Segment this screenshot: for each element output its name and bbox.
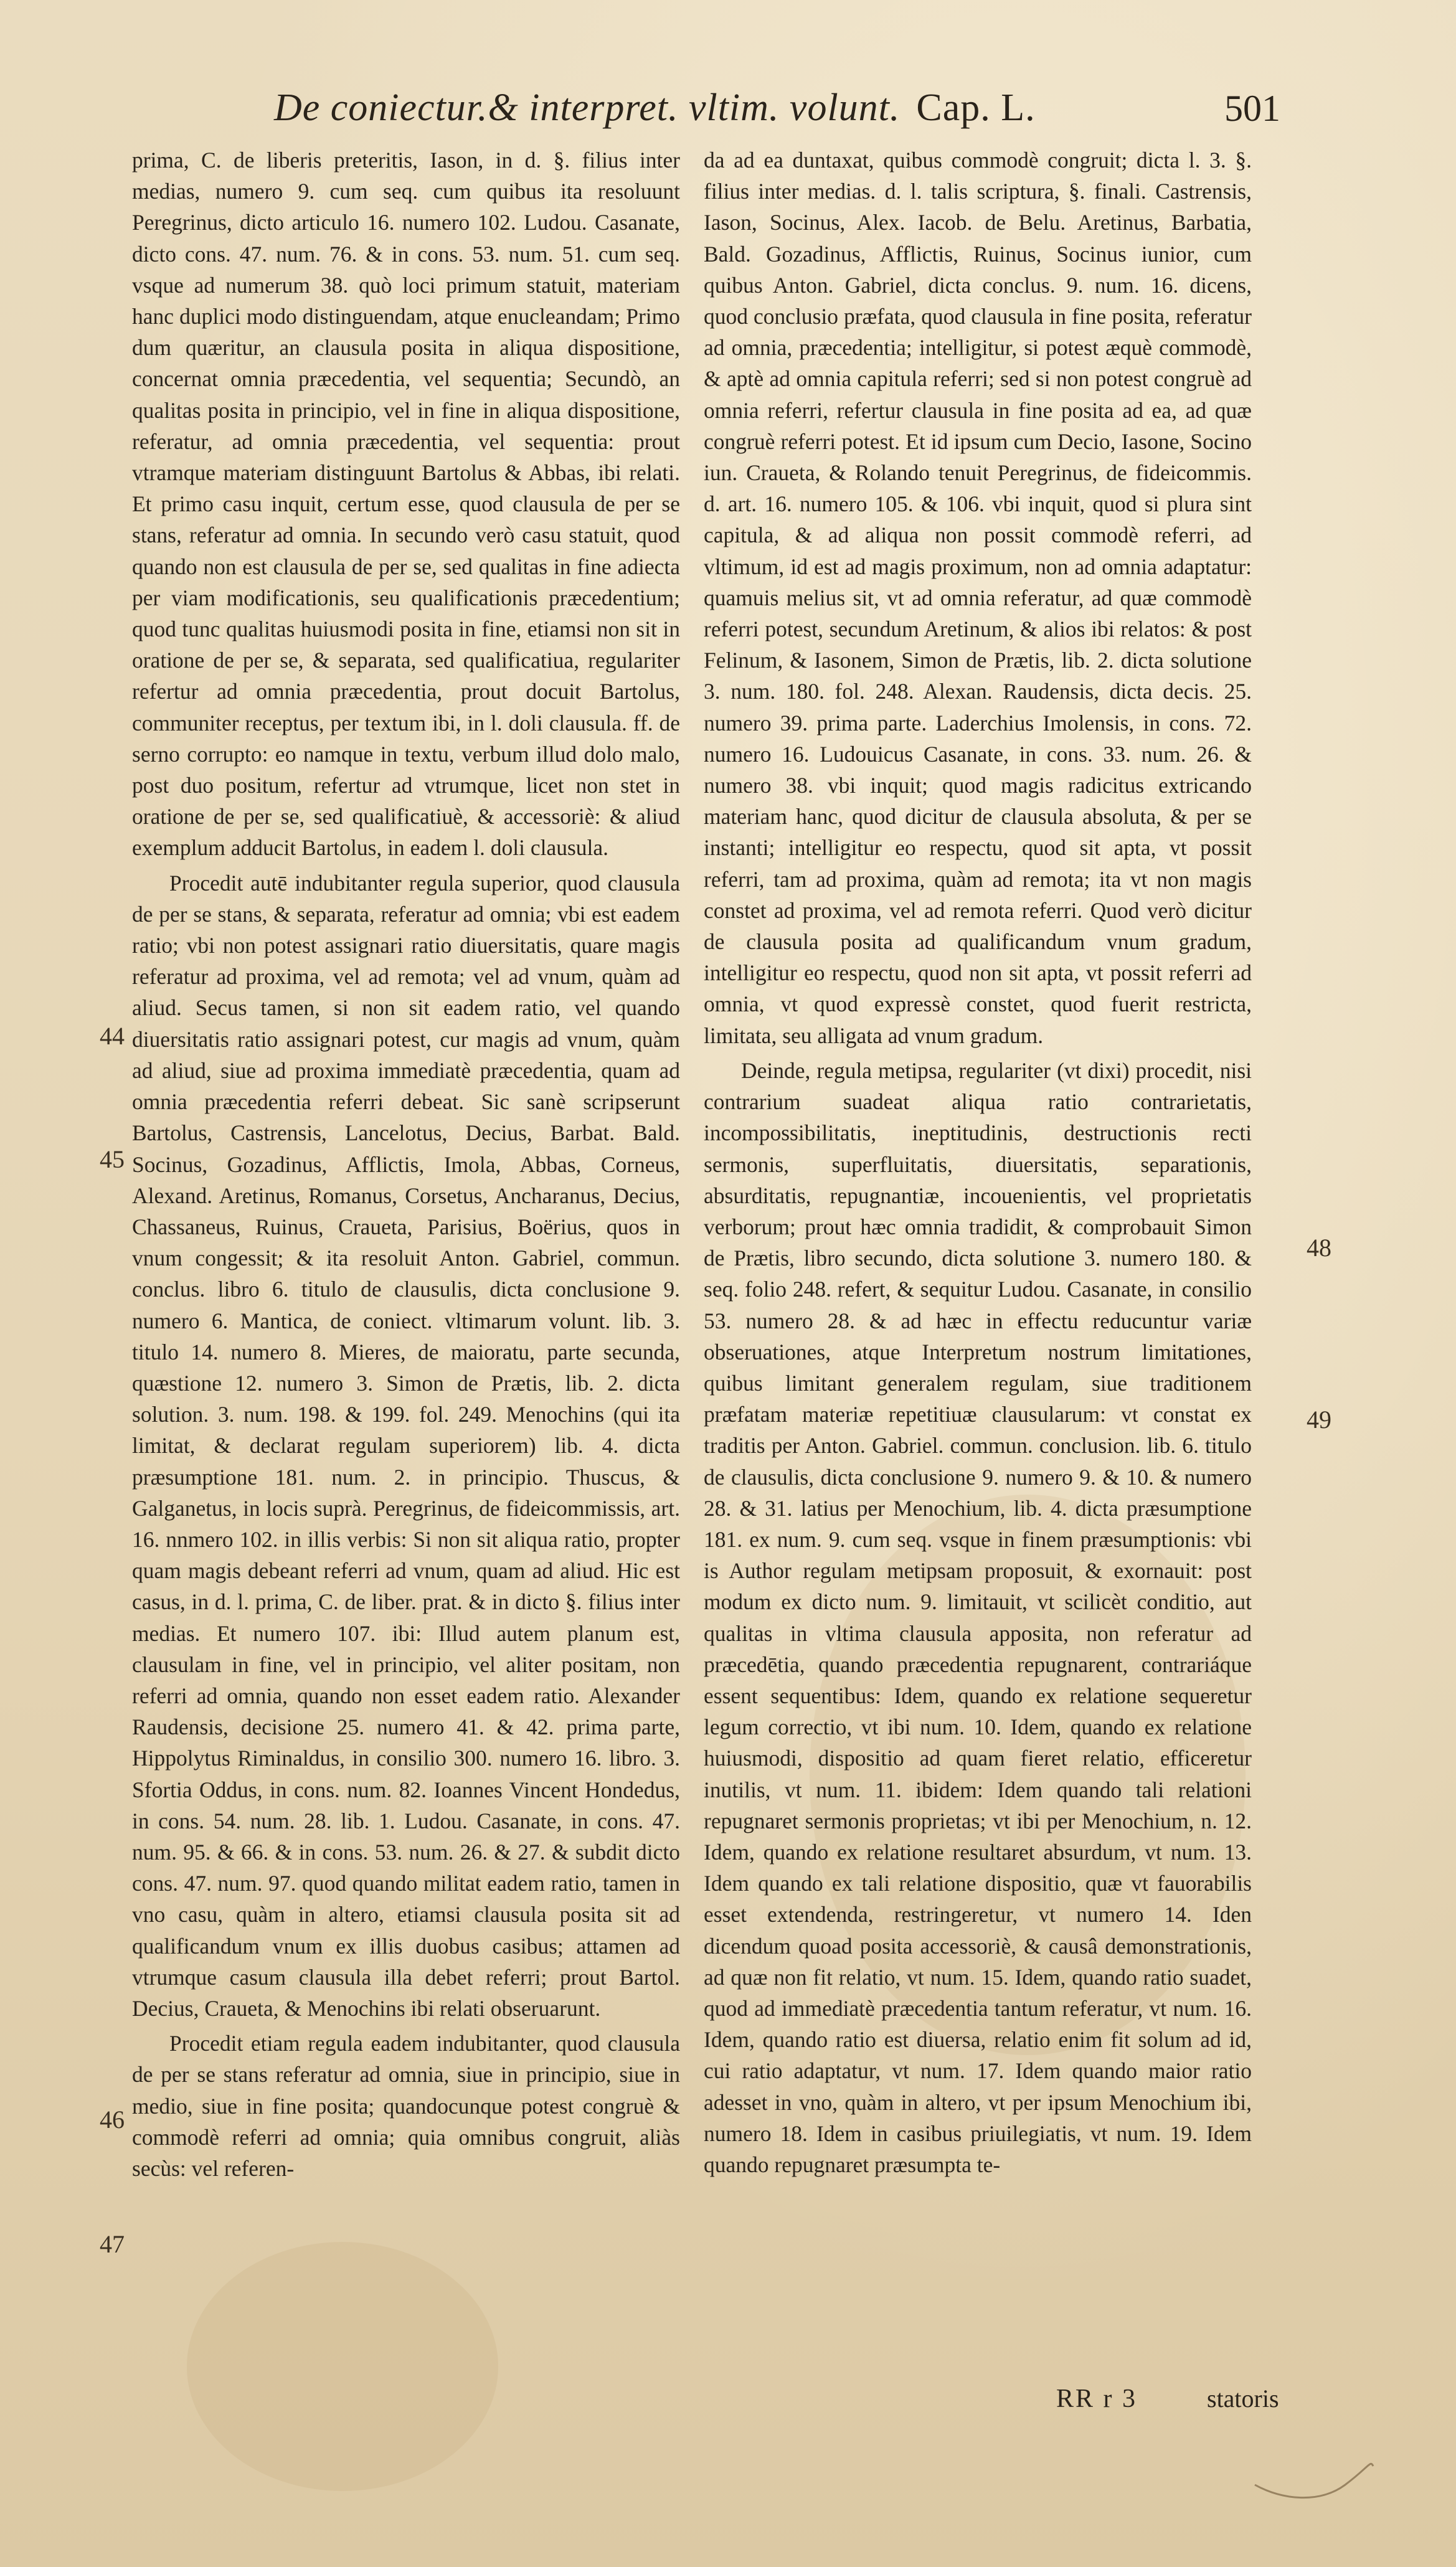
margin-number: 47 (100, 2230, 125, 2258)
folio-number: 501 (1224, 88, 1280, 129)
running-header (274, 86, 1295, 142)
catchword: statoris (1207, 2385, 1279, 2413)
paragraph: Procedit autē indubitanter regula superior, quod clausula de per se stans, & separata, referatur ad omnia; vbi est eadem ratio; vbi non potest assignari ratio diuersitatis, quare magis referatur ad proxima, vel ad remota; vel ad vnum, quàm ad aliud. Secus tamen, si non sit eadem ratio, vel quando diuersitatis ratio assignari potest, cur magis ad vnum, quàm ad aliud, siue ad proxima immediatè præcedentia, quam ad omnia præcedentia referri debeat. Sic sanè scripserunt Bartolus, Castrensis, Lancelotus, Decius, Barbat. Bald. Socinus, Gozadinus, Afflictis, Imola, Abbas, Corneus, Alexand. Aretinus, Romanus, Corsetus, Ancharanus, Decius, Chassaneus, Ruinus, Craueta, Parisius, Boërius, quos in vnum congessit; & ita resoluit Anton. Gabriel, commun. conclus. libro 6. titulo de clausulis, dicta conclusione 9. numero 6. Mantica, de coniect. vltimarum volunt. lib. 3. titulo 14. numero 8. Mieres, de maioratu, parte secunda, quæstione 12. numero 3. Simon de Prætis, lib. 2. dicta solution. 3. num. 198. & 199. fol. 249. Menochins (qui ita limitat, & declarat regulam superiorem) lib. 4. dicta præsumptione 181. num. 2. in principio. Thuscus, & Galganetus, in locis suprà. Peregrinus, de fideicommissis, art. 16. nnmero 102. in illis verbis: Si non sit aliqua ratio, propter quam magis debeant referri ad vnum, quam ad aliud. Hic est casus, in d. l. prima, C. de liber. prat. & in dicto §. filius inter medias. Et numero 107. ibi: Illud autem planum est, clausulam in fine, vel in principio, vel aliter positam, non referri ad omnia, quando non esset eadem ratio. Alexander Raudensis, decisione 25. numero 41. & 42. prima parte, Hippolytus Riminaldus, in consilio 300. numero 16. libro. 3. Sfortia Oddus, in cons. num. 82. Ioannes Vincent Hondedus, in cons. 54. num. 28. lib. 1. Ludou. Casanate, in cons. 47. num. 95. & 66. & in cons. 53. num. 26. & 27. & subdit dicto cons. 47. num. 97. quod quando militat eadem ratio, tamen in vno casu, quàm in altero, etiamsi clausula posita sit ad qualificandum vnum ex illis duobus casibus; attamen ad vtrumque casum clausula illa debet referri; prout Bartol. Decius, Craueta, & Menochins ibi relati obseruarunt. (132, 870, 680, 2021)
margin-number: 49 (1307, 1406, 1331, 1434)
ink-scratch-mark (1252, 2441, 1376, 2510)
chapter-label: Cap. L. (916, 87, 1036, 129)
margin-number: 45 (100, 1145, 125, 1173)
margin-number: 46 (100, 2106, 125, 2134)
signature-mark: RR r 3 (1056, 2385, 1138, 2413)
paragraph: Procedit etiam regula eadem indubitanter, quod clausula de per se stans referatur ad omnia, siue in principio, siue in medio, siue in fine posita; quandocunque potest congruè & commodè referri ad omnia; quia omnibus congruit, aliàs secùs: vel referen- (132, 2031, 680, 2181)
paragraph: prima, C. de liberis preteritis, Iason, in d. §. filius inter medias, numero 9. cum seq. cum quibus ita resoluunt Peregrinus, dicto articulo 16. numero 102. Ludou. Casanate, dicto cons. 47. num. 76. & in cons. 53. num. 51. cum seq. vsque ad numerum 38. quò loci primum statuit, materiam hanc duplici modo distinguendam, atque enucleandam; Primo dum quæritur, an clausula posita in aliqua dispositione, concernat omnia præcedentia, vel sequentia; Secundò, an qualitas posita in principio, vel in fine in aliqua dispositione, referatur, ad omnia præcedentia, vel sequentia: prout vtramque materiam distinguunt Bartolus & Abbas, ibi relati. Et primo casu inquit, certum esse, quod clausula de per se stans, referatur ad omnia. In secundo verò casu statuit, quod quando non est clausula de per se, sed qualitas in fine adiecta per viam modificationis, seu qualificationis præcedentium; quod tunc qualitas huiusmodi posita in fine, etiamsi non sit in oratione de per se, & separata, sed qualificatiua, regulariter refertur ad omnia præcedentia, prout docuit Bartolus, communiter receptus, per textum ibi, in l. doli clausula. ff. de serno corrupto: eo namque in textu, verbum illud dolo malo, post duo positum, refertur ad vtrumque, licet non stet in oratione de per se, sed qualificatiuè, & accessoriè: & aliud exemplum adducit Bartolus, in eadem l. doli clausula. (132, 148, 680, 861)
paragraph: da ad ea duntaxat, quibus commodè congruit; dicta l. 3. §. filius inter medias. d. l. talis scriptura, §. finali. Castrensis, Iason, Socinus, Alex. Iacob. de Belu. Aretinus, Barbatia, Bald. Gozadinus, Afflictis, Ruinus, Socinus iunior, cum quibus Anton. Gabriel, dicta conclus. 9. num. 16. dicens, quod conclusio præfata, quod clausula in fine posita, referatur ad omnia, præcedentia; intelligitur, si potest æquè commodè, & aptè ad omnia capitula referri; sed si non potest congruè ad omnia referri, refertur clausula in fine posita ad ea, ad quæ congruè referri potest. Et id ipsum cum Decio, Iasone, Socino iun. Craueta, & Rolando tenuit Peregrinus, de fideicommis. d. art. 16. numero 105. & 106. vbi inquit, quod si plura sint capitula, & ad aliqua non possit commodè referri, ad vltimum, id est ad magis proximum, non ad omnia adaptatur: quamuis melius sit, vt ad omnia referatur, ad quæ commodè referri potest, secundum Aretinum, & alios ibi relatos: & post Felinum, & Iasonem, Simon de Prætis, lib. 2. dicta solutione 3. num. 180. fol. 248. Alexan. Raudensis, dicta decis. 25. numero 39. prima parte. Laderchius Imolensis, in cons. 72. numero 16. Ludouicus Casanate, in cons. 33. num. 26. & numero 38. vbi inquit; quod magis radicitus extricando materiam hanc, quod dicitur de clausula absoluta, & per se instanti; intelligitur eo respectu, quod sit apta, vt possit referri, tam ad proxima, quàm ad remota; ita vt non magis constet ad proxima, vel ad remota referri. Quod verò dicitur de clausula posita ad qualificandum vnum gradum, intelligitur eo respectu, quod non sit apta, vt possit referri ad omnia, vt quod expressè constet, quod fuerit restricta, limitata, seu alligata ad vnum gradum. (704, 148, 1252, 1048)
running-title: De coniectur.& interpret. vltim. volunt. (274, 87, 901, 129)
paper-stain (187, 2242, 498, 2491)
left-column (132, 144, 680, 2184)
margin-number: 48 (1307, 1234, 1331, 1262)
paragraph: Deinde, regula metipsa, regulariter (vt dixi) procedit, nisi contrarium suadeat aliqua ratio contrarietatis, incompossibilitatis, ineptitudinis, destructionis recti sermonis, superfluitatis, diuersitatis, separationis, absurditatis, repugnantiæ, incouenientis, vel proprietatis verborum; prout hæc omnia tradidit, & comprobauit Simon de Prætis, libro secundo, dicta solutione 3. numero 180. & seq. folio 248. refert, & sequitur Ludou. Casanate, in consilio 53. numero 28. & ad hæc in effectu reducuntur variæ obseruationes, atque Interpretum nostrum limitationes, quibus limitant generalem regulam, siue traditionem præfatam materiæ repetitiuæ clausularum: vt constat ex traditis per Anton. Gabriel. commun. conclusion. lib. 6. titulo de clausulis, dicta conclusione 9. numero 9. & 10. & numero 28. & 31. latius per Menochium, lib. 4. dicta præsumptione 181. ex num. 9. cum seq. vsque in finem præsumptionis: vbi is Author regulam metipsam proposuit, & exornauit: post modum ex dicto num. 9. limitauit, vt scilicèt conditio, aut qualitas in vltima clausula apposita, non referatur ad præcedētia, quando præcedentia repugnarent, contrariáque essent sequentibus: Idem, quando ex relatione sequeretur legum correctio, vt ibi num. 10. Idem, quando ex relatione huiusmodi, dispositio ad quam fieret relatio, efficeretur inutilis, vt num. 11. ibidem: Idem quando tali relationi repugnaret sermonis proprietas; vt ibi per Menochium, n. 12. Idem, quando ex relatione resultaret absurdum, vt num. 13. Idem quando ex tali relatione dispositio, quæ vt fauorabilis esset extendenda, restringeretur, vt numero 14. Iden dicendum quoad posita accessoriè, & causâ demonstrationis, ad quæ non fit relatio, vt num. 15. Idem, quando ratio suadet, quod ad immediatè præcedentia tantum referatur, vt num. 16. Idem, quando ratio est diuersa, relatio enim fit solum ad id, cui ratio adaptatur, vt num. 17. Idem quando maior ratio adesset in vno, quàm in altero, vt per ipsum Menochium ibi, numero 18. Idem in casibus priuilegiatis, vt num. 19. Idem quando repugnaret præsumpta te- (704, 1057, 1252, 2177)
right-column (704, 144, 1252, 2180)
margin-number: 44 (100, 1022, 125, 1050)
